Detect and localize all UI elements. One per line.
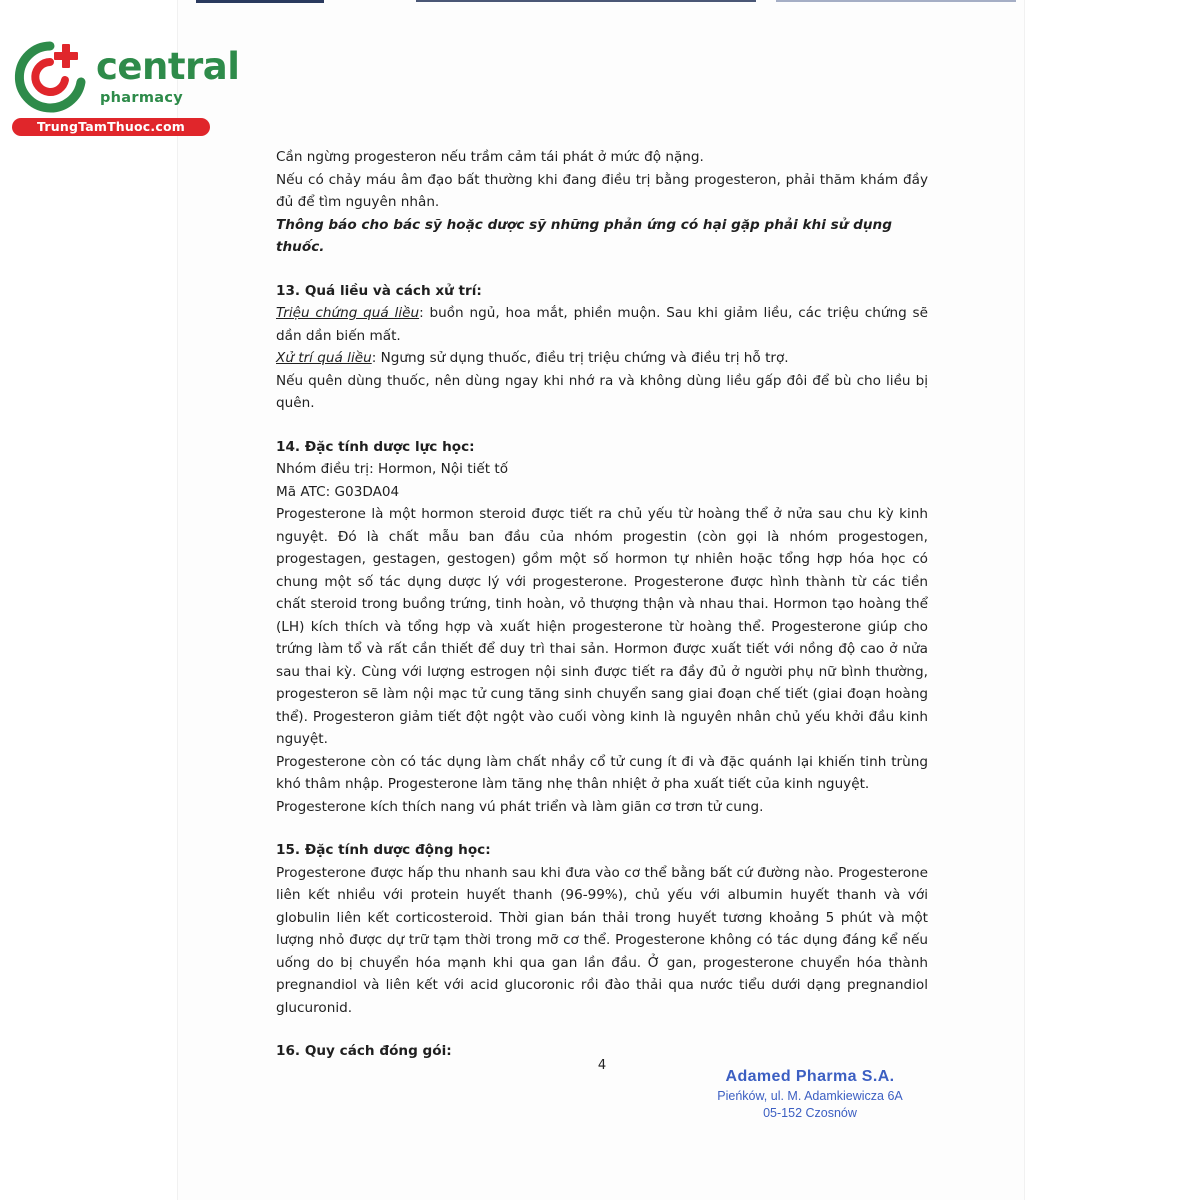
page-number: 4	[597, 1058, 607, 1073]
paragraph: Nếu có chảy máu âm đạo bất thường khi đang điều trị bằng progesteron, phải thăm khám đầy đủ để tìm nguyên nhân.	[276, 171, 928, 210]
missed-dose-paragraph: Nếu quên dùng thuốc, nên dùng ngay khi nhớ ra và không dùng liều gấp đôi để bù cho liều bị quên.	[276, 372, 928, 411]
stamp-company-name: Adamed Pharma S.A.	[725, 1068, 895, 1085]
paragraph: Progesterone được hấp thu nhanh sau khi đưa vào cơ thể bằng bất cứ đường nào. Progesterone liên kết nhiều với protein huyết thanh (96-99%), chủ yếu với albumin huyết thanh và với globulin liên kết corticosteroid. Thời gian bán thải trong huyết tương khoảng 5 phút và một lượng nhỏ được dự trữ tạm thời trong mỡ cơ thể. Progesterone không có tác dụng đáng kể nếu uống do bị chuyển hóa mạnh khi qua gan lần đầu. Ở gan, progesterone chuyển hóa thành pregnandiol và liên kết với acid glucoronic rồi đào thải qua nước tiểu dưới dạng pregnandiol glucuronid.	[276, 864, 928, 1016]
section-13-heading: 13. Quá liều và cách xử trí:	[276, 282, 482, 299]
top-edge-marks	[196, 0, 1026, 4]
stamp-postal-code: 05-152 Czosnów	[763, 1106, 857, 1120]
treatment-label: Xử trí quá liều	[276, 350, 372, 366]
document-body	[276, 146, 928, 1063]
symptom-text: : buồn ngủ, hoa mắt, phiền muộn. Sau khi giảm liều, các triệu chứng sẽ dần dần biến mất.	[276, 305, 928, 344]
symptom-label: Triệu chứng quá liều	[276, 305, 420, 321]
paragraph: Progesterone còn có tác dụng làm chất nhầy cổ tử cung ít đi và đặc quánh lại khiến tinh trùng khó thâm nhập. Progesterone làm tăng nhẹ thân nhiệt ở pha xuất tiết của kinh nguyệt.	[276, 753, 928, 792]
logo-subtitle: pharmacy	[100, 90, 183, 106]
paragraph: Cần ngừng progesteron nếu trầm cảm tái phát ở mức độ nặng.	[276, 149, 704, 165]
atc-code: Mã ATC: G03DA04	[276, 483, 400, 500]
therapeutic-group: Nhóm điều trị: Hormon, Nội tiết tố	[276, 461, 509, 477]
paragraph: Progesterone là một hormon steroid được tiết ra chủ yếu từ hoàng thể ở nửa sau chu kỳ kinh nguyệt. Đó là chất mẫu ban đầu của nhóm progestin (còn gọi là nhóm progestogen, progestagen, gestagen, gestogen) gồm một số hormon tự nhiên hoặc tổng hợp hóa học có chung một số tác dụng dược lý với progesterone. Progesterone được hình thành từ các tiền chất steroid trong buồng trứng, tinh hoàn, vỏ thượng thận và nhau thai. Hormon tạo hoàng thể (LH) kích thích và tổng hợp và xuất hiện progesterone từ hoàng thể. Progesterone giúp cho trứng làm tổ và rất cần thiết để duy trì thai sản. Hormon được xuất tiết với nồng độ cao ở nửa sau thai kỳ. Cùng với lượng estrogen nội sinh được tiết ra đầy đủ ở người phụ nữ bình thường, progesteron sẽ làm nội mạc tử cung tăng sinh chuyển sang giai đoạn chế tiết (giai đoạn hoàng thể). Progesteron giảm tiết đột ngột vào cuối vòng kinh là nguyên nhân chủ yếu khởi đầu kinh nguyệt.	[276, 506, 928, 747]
treatment-text: : Ngưng sử dụng thuốc, điều trị triệu chứng và điều trị hỗ trợ.	[371, 350, 789, 366]
section-16-heading: 16. Quy cách đóng gói:	[276, 1043, 452, 1059]
paragraph: Progesterone kích thích nang vú phát triển và làm giãn cơ trơn tử cung.	[276, 798, 764, 815]
section-15-heading: 15. Đặc tính dược động học:	[276, 842, 491, 858]
overdose-treatment	[276, 347, 928, 370]
logo-brand-text: central	[96, 45, 240, 88]
warning-notice: Thông báo cho bác sỹ hoặc dược sỹ những phản ứng có hại gặp phải khi sử dụng thuốc.	[276, 216, 892, 255]
overdose-symptoms	[276, 302, 928, 347]
stamp-address: Pieńków, ul. M. Adamkiewicza 6A	[717, 1089, 903, 1103]
pharmacy-cross-logo-icon	[10, 38, 90, 116]
company-stamp	[700, 1066, 920, 1122]
logo-url-badge[interactable]: TrungTamThuoc.com	[12, 118, 210, 136]
section-14-heading: 14. Đặc tính dược lực học:	[276, 438, 475, 455]
central-pharmacy-logo	[10, 34, 240, 136]
